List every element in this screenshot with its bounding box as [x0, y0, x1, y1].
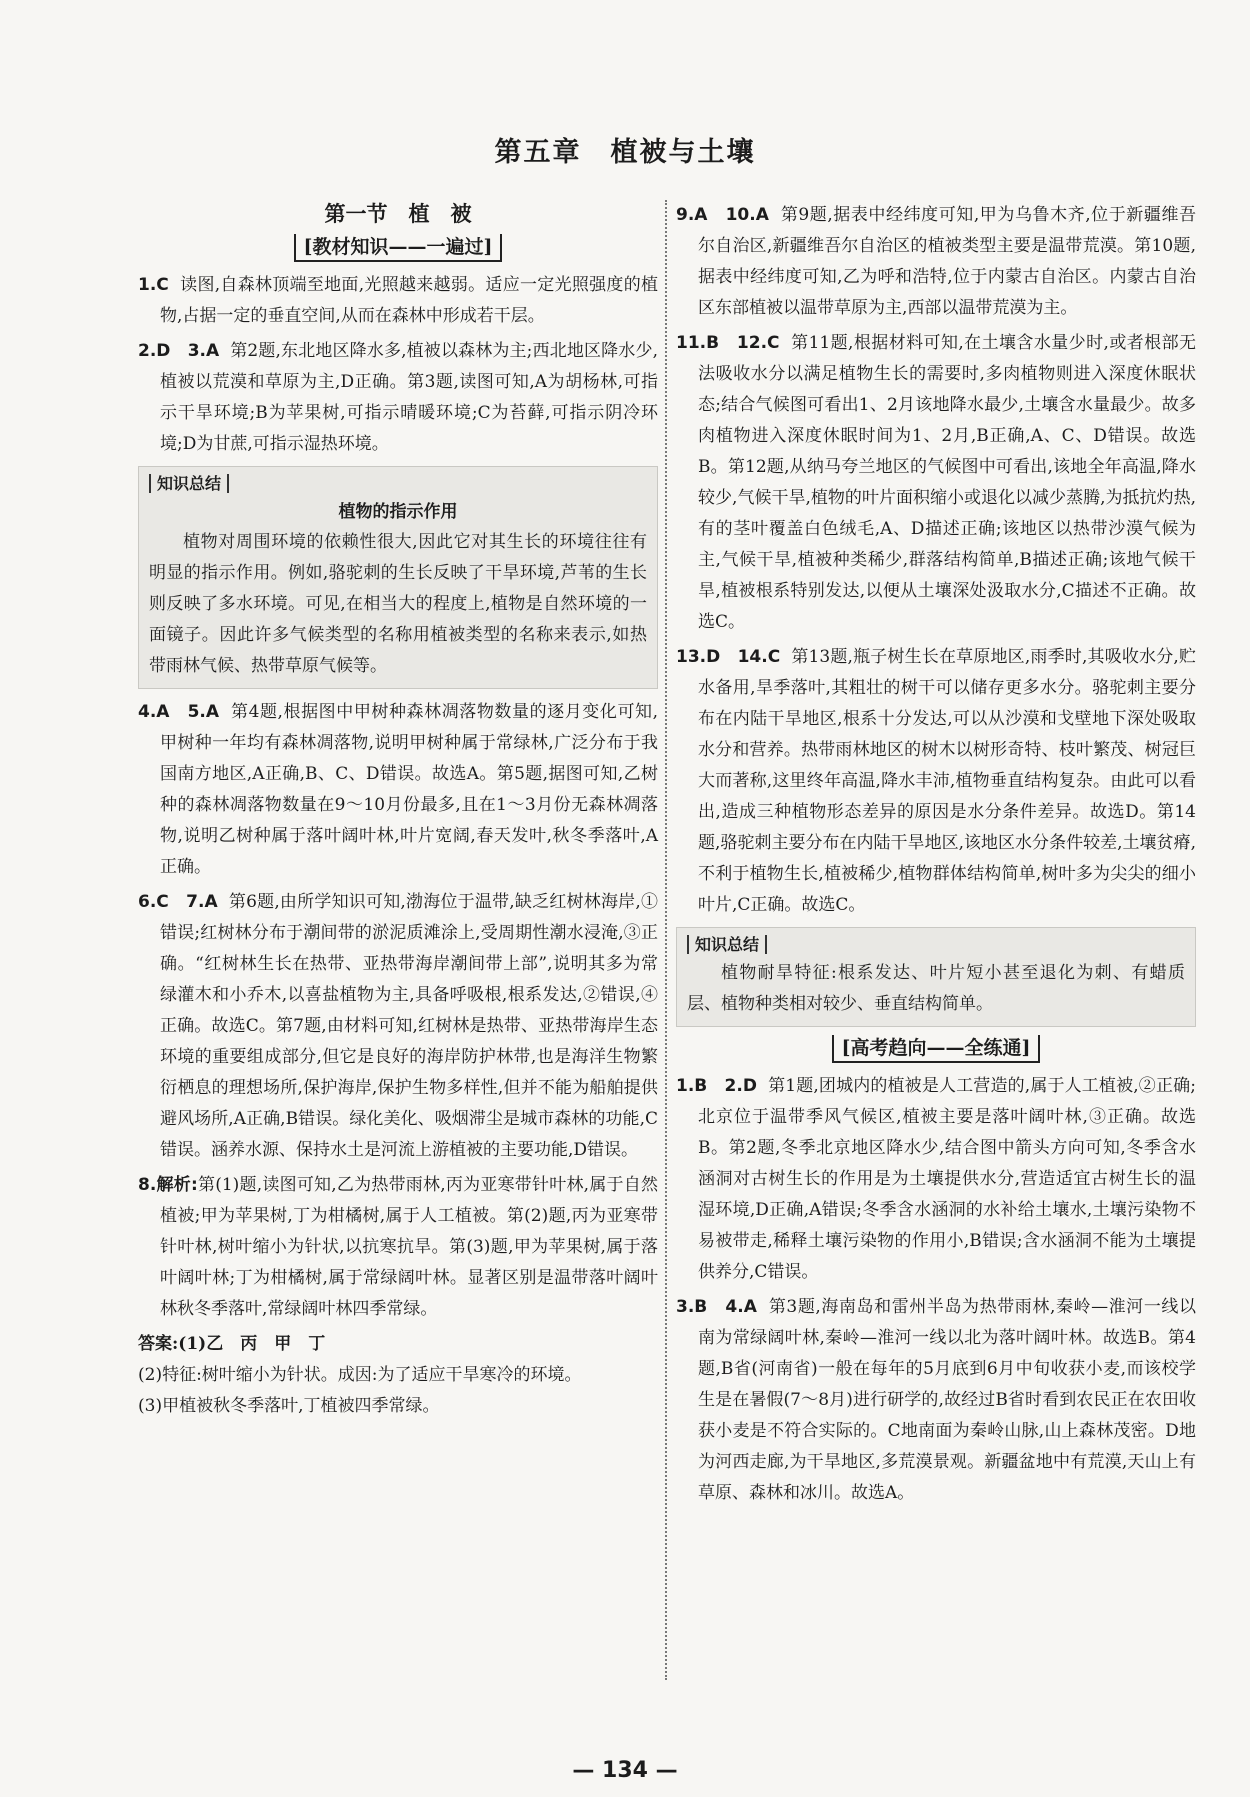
answer-text: 第11题,根据材料可知,在土壤含水量少时,或者根部无法吸收水分以满足植物生长的需要时,多肉植物则进入深度休眠状态;结合气候图可看出1、2月该地降水最少,土壤含水量最少。故多肉植物进入深度休眠时间为1、2月,B正确,A、C、D错误。故选B。第12题,从纳马夸兰地区的气候图中可看出,该地全年高温,降水较少,气候干旱,植物的叶片面积缩小或退化以减少蒸腾,为抵抗灼热,有的茎叶覆盖白色绒毛,A、D描述正确;该地区以热带沙漠气候为主,气候干旱,植被种类稀少,群落结构简单,B描述正确;该地气候干旱,植被根系特别发达,以便从土壤深处汲取水分,C描述不正确。故选C。 [698, 333, 1197, 632]
band-textbook [138, 234, 658, 262]
answer-item [138, 270, 658, 332]
answer-label: 6.C 7.A [138, 892, 218, 912]
final-answer-line: (3)甲植被秋冬季落叶,丁植被四季常绿。 [138, 1396, 440, 1416]
chapter-title: 第五章 植被与土壤 [494, 137, 756, 168]
answer-label: 11.B 12.C [676, 333, 780, 353]
answer-item [676, 1071, 1196, 1288]
answer-text: 第4题,根据图中甲树种森林凋落物数量的逐月变化可知,甲树种一年均有森林凋落物,说明甲树种属于常绿林,广泛分布于我国南方地区,A正确,B、C、D错误。故选A。第5题,据图可知,乙树种的森林凋落物数量在9～10月份最多,且在1～3月份无森林凋落物,说明乙树种属于落叶阔叶林,叶片宽阔,春天发叶,秋冬季落叶,A正确。 [160, 702, 659, 877]
answer-item [676, 200, 1196, 324]
band-exam [676, 1035, 1196, 1063]
knowledge-summary-box [676, 927, 1196, 1027]
knowledge-summary-tag [687, 932, 1185, 958]
answer-label: 3.B 4.A [676, 1297, 757, 1317]
knowledge-summary-body: 植物耐旱特征:根系发达、叶片短小甚至退化为刺、有蜡质层、植物种类相对较少、垂直结构简单。 [687, 963, 1185, 1014]
answer-label: 1.B 2.D [676, 1076, 757, 1096]
answer-item [676, 328, 1196, 638]
band-textbook-label: [教材知识——一遍过] [294, 234, 503, 262]
section-title: 第一节 植 被 [324, 201, 472, 226]
answer-text: 读图,自森林顶端至地面,光照越来越弱。适应一定光照强度的植物,占据一定的垂直空间,从而在森林中形成若干层。 [160, 275, 658, 326]
right-column [676, 200, 1196, 1513]
answer-item [138, 336, 658, 460]
answer-text: 第13题,瓶子树生长在草原地区,雨季时,其吸收水分,贮水备用,旱季落叶,其粗壮的树干可以储存更多水分。骆驼刺主要分布在内陆干旱地区,根系十分发达,可以从沙漠和戈壁地下深处吸取水分和营养。热带雨林地区的树木以树形奇特、枝叶繁茂、树冠巨大而著称,这里终年高温,降水丰沛,植物垂直结构复杂。由此可以看出,造成三种植物形态差异的原因是水分条件差异。故选D。第14题,骆驼刺主要分布在内陆干旱地区,该地区水分条件较差,土壤贫瘠,不利于植物生长,植被稀少,植物群体结构简单,树叶多为尖尖的细小叶片,C正确。故选C。 [698, 647, 1196, 915]
answer-item [138, 697, 658, 883]
answer-text: 第3题,海南岛和雷州半岛为热带雨林,秦岭—淮河一线以南为常绿阔叶林,秦岭—淮河一线以北为落叶阔叶林。故选B。第4题,B省(河南省)一般在每年的5月底到6月中旬收获小麦,而该校学生是在暑假(7～8月)进行研学的,故经过B省时看到农民正在农田收获小麦是不符合实际的。C地南面为秦岭山脉,山上森林茂密。D地为河西走廊,为干旱地区,多荒漠景观。新疆盆地中有荒漠,天山上有草原、森林和冰川。故选A。 [698, 1297, 1197, 1503]
knowledge-summary-body: 植物对周围环境的依赖性很大,因此它对其生长的环境往往有明显的指示作用。例如,骆驼刺的生长反映了干旱环境,芦苇的生长则反映了多水环境。可见,在相当大的程度上,植物是自然环境的一面镜子。因此许多气候类型的名称用植被类型的名称来表示,如热带雨林气候、热带草原气候等。 [149, 532, 647, 676]
band-exam-label: [高考趋向——全练通] [832, 1035, 1041, 1063]
final-answer-line: (2)特征:树叶缩小为针状。成因:为了适应干旱寒冷的环境。 [138, 1365, 582, 1385]
final-answer-line: 答案:(1)乙 丙 甲 丁 [138, 1334, 326, 1354]
knowledge-summary-box [138, 466, 658, 689]
answer-label: 8.解析: [138, 1175, 198, 1195]
answer-item [676, 642, 1196, 921]
answer-text: 第6题,由所学知识可知,渤海位于温带,缺乏红树林海岸,①错误;红树林分布于潮间带的淤泥质滩涂上,受周期性潮水浸淹,③正确。“红树林生长在热带、亚热带海岸潮间带上部”,说明其多为常绿灌木和小乔木,以喜盐植物为主,具备呼吸根,根系发达,②错误,④正确。故选C。第7题,由材料可知,红树林是热带、亚热带海岸生态环境的重要组成部分,但它是良好的海岸防护林带,也是海洋生物繁衍栖息的理想场所,保护海岸,保护生物多样性,但并不能为船舶提供避风场所,A正确,B错误。绿化美化、吸烟滞尘是城市森林的功能,C错误。涵养水源、保持水土是河流上游植被的主要功能,D错误。 [160, 892, 658, 1160]
knowledge-summary-tag [149, 471, 647, 497]
answer-item [138, 1170, 658, 1325]
answer-text: 第9题,据表中经纬度可知,甲为乌鲁木齐,位于新疆维吾尔自治区,新疆维吾尔自治区的植被类型主要是温带荒漠。第10题,据表中经纬度可知,乙为呼和浩特,位于内蒙古自治区。内蒙古自治区东部植被以温带草原为主,西部以温带荒漠为主。 [698, 205, 1197, 318]
page-number: — 134 — [572, 1758, 678, 1783]
column-divider [665, 200, 667, 1680]
answer-label: 2.D 3.A [138, 341, 220, 361]
left-column [138, 198, 658, 1422]
answer-label: 4.A 5.A [138, 702, 220, 722]
knowledge-summary-tag-label: 知识总结 [687, 935, 767, 954]
answer-label: 9.A 10.A [676, 205, 769, 225]
answer-text: 第1题,团城内的植被是人工营造的,属于人工植被,②正确;北京位于温带季风气候区,植被主要是落叶阔叶林,③正确。故选B。第2题,冬季北京地区降水少,结合图中箭头方向可知,冬季含水涵洞对古树生长的作用是为土壤提供水分,营造适宜古树生长的温湿环境,D正确,A错误;冬季含水涵洞的水补给土壤水,土壤污染物不易被带走,稀释土壤污染物的作用小,B错误;含水涵洞不能为土壤提供养分,C错误。 [698, 1076, 1196, 1282]
answer-item [676, 1292, 1196, 1509]
knowledge-summary-heading: 植物的指示作用 [338, 502, 458, 522]
answer-text: 第2题,东北地区降水多,植被以森林为主;西北地区降水少,植被以荒漠和草原为主,D正确。第3题,读图可知,A为胡杨林,可指示干旱环境;B为苹果树,可指示晴暖环境;C为苔藓,可指示阴冷环境;D为甘蔗,可指示湿热环境。 [160, 341, 658, 454]
answer-item [138, 887, 658, 1166]
answer-label: 1.C [138, 275, 169, 295]
knowledge-summary-tag-label: 知识总结 [149, 474, 229, 493]
answer-text: 第(1)题,读图可知,乙为热带雨林,丙为亚寒带针叶林,属于自然植被;甲为苹果树,丁为柑橘树,属于人工植被。第(2)题,丙为亚寒带针叶林,树叶缩小为针状,以抗寒抗旱。第(3)题,甲为苹果树,属于落叶阔叶林;丁为柑橘树,属于常绿阔叶林。显著区别是温带落叶阔叶林秋冬季落叶,常绿阔叶林四季常绿。 [160, 1175, 658, 1319]
answer-label: 13.D 14.C [676, 647, 781, 667]
